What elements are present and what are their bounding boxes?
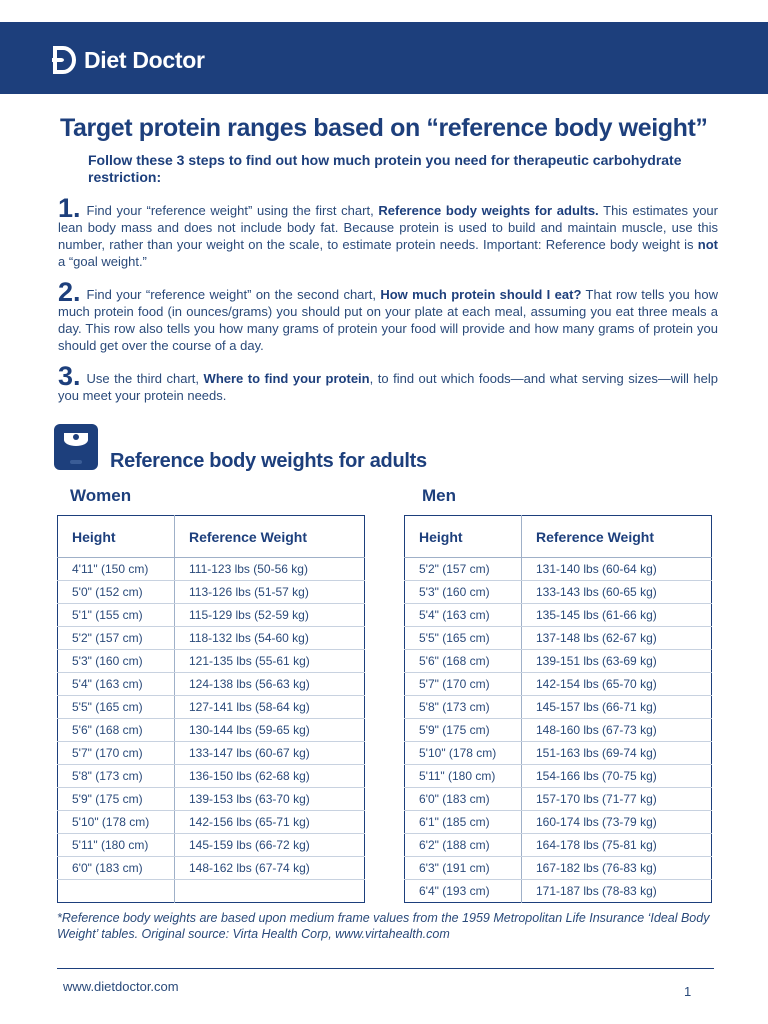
step-emphasis: not	[697, 237, 718, 252]
height-cell: 5'5" (165 cm)	[405, 627, 522, 650]
women-weight-table	[57, 515, 365, 903]
height-cell: 5'6" (168 cm)	[405, 650, 522, 673]
height-cell: 6'0" (183 cm)	[405, 788, 522, 811]
reference-weight-cell: 130-144 lbs (59-65 kg)	[175, 719, 365, 742]
table-row	[405, 581, 712, 604]
step-number: 1.	[58, 193, 81, 223]
step-text: That row tells you how much protein food (in ounces/grams) you should put on your plate at each meal, assuming you eat three meals a day. This row also tells you how many grams of protein your food will provide and how many grams of protein you should get over the course of a day.	[58, 287, 719, 353]
reference-weight-cell: 142-154 lbs (65-70 kg)	[522, 673, 712, 696]
step-text: Find your “reference weight” on the second chart,	[86, 287, 381, 302]
reference-weight-cell: 139-151 lbs (63-69 kg)	[522, 650, 712, 673]
reference-weight-cell: 113-126 lbs (51-57 kg)	[175, 581, 365, 604]
table-row	[58, 880, 365, 903]
table-row	[58, 673, 365, 696]
reference-weight-cell: 164-178 lbs (75-81 kg)	[522, 834, 712, 857]
reference-weight-cell: 136-150 lbs (62-68 kg)	[175, 765, 365, 788]
reference-weight-cell: 145-157 lbs (66-71 kg)	[522, 696, 712, 719]
height-cell: 4'11" (150 cm)	[58, 558, 175, 581]
height-cell: 5'10" (178 cm)	[405, 742, 522, 765]
footer-divider	[57, 968, 714, 969]
table-header-row	[405, 516, 712, 558]
column-header-height: Height	[405, 516, 522, 558]
table-row	[58, 696, 365, 719]
reference-weight-cell: 135-145 lbs (61-66 kg)	[522, 604, 712, 627]
step-number: 3.	[58, 361, 81, 391]
table-row	[405, 880, 712, 903]
height-cell: 5'3" (160 cm)	[58, 650, 175, 673]
height-cell: 5'4" (163 cm)	[58, 673, 175, 696]
height-cell: 5'8" (173 cm)	[58, 765, 175, 788]
table-row	[405, 834, 712, 857]
logo-text: Diet Doctor	[84, 46, 205, 73]
table-row	[405, 604, 712, 627]
reference-weight-cell: 121-135 lbs (55-61 kg)	[175, 650, 365, 673]
height-cell: 5'2" (157 cm)	[405, 558, 522, 581]
table-row	[405, 650, 712, 673]
reference-weight-cell: 139-153 lbs (63-70 kg)	[175, 788, 365, 811]
step-text: Use the third chart,	[86, 371, 204, 386]
height-cell: 5'0" (152 cm)	[58, 581, 175, 604]
step-text: This estimates your lean body mass and does not include body fat. Because protein is used to build and maintain muscle, use this number, rather than your weight on the scale, to estimate protein needs. Important: Reference body weight is	[58, 203, 718, 252]
reference-weight-cell: 111-123 lbs (50-56 kg)	[175, 558, 365, 581]
table-row	[405, 765, 712, 788]
table-row	[58, 811, 365, 834]
height-cell: 5'6" (168 cm)	[58, 719, 175, 742]
height-cell: 5'8" (173 cm)	[405, 696, 522, 719]
page-number: 1	[684, 984, 692, 999]
reference-weight-cell: 118-132 lbs (54-60 kg)	[175, 627, 365, 650]
height-cell	[58, 880, 175, 903]
table-row	[405, 627, 712, 650]
reference-weight-cell: 151-163 lbs (69-74 kg)	[522, 742, 712, 765]
table-row	[405, 696, 712, 719]
reference-weight-cell: 137-148 lbs (62-67 kg)	[522, 627, 712, 650]
reference-weight-cell: 160-174 lbs (73-79 kg)	[522, 811, 712, 834]
table-row	[58, 857, 365, 880]
reference-weight-cell: 148-162 lbs (67-74 kg)	[175, 857, 365, 880]
height-cell: 6'1" (185 cm)	[405, 811, 522, 834]
step-text: a “goal weight.”	[58, 254, 147, 269]
reference-weight-cell: 148-160 lbs (67-73 kg)	[522, 719, 712, 742]
table-row	[405, 719, 712, 742]
height-cell: 5'4" (163 cm)	[405, 604, 522, 627]
step-chart-name: Where to find your protein	[203, 371, 370, 386]
height-cell: 6'2" (188 cm)	[405, 834, 522, 857]
step-text: Find your “reference weight” using the first chart,	[86, 203, 379, 218]
step-chart-name: How much protein should I eat?	[380, 287, 582, 302]
height-cell: 5'10" (178 cm)	[58, 811, 175, 834]
table-row	[58, 627, 365, 650]
reference-weight-cell: 142-156 lbs (65-71 kg)	[175, 811, 365, 834]
height-cell: 5'3" (160 cm)	[405, 581, 522, 604]
women-title: Women	[70, 486, 132, 505]
height-cell: 5'2" (157 cm)	[58, 627, 175, 650]
reference-weight-cell: 127-141 lbs (58-64 kg)	[175, 696, 365, 719]
footnote: *Reference body weights are based upon medium frame values from the 1959 Metropolitan Life Insurance ‘Ideal Body Weight’ tables. Original source: Virta Health Corp, www.virtahealth.com	[57, 911, 710, 941]
step-chart-name: Reference body weights for adults.	[378, 203, 599, 218]
step-1	[58, 193, 718, 270]
scale-icon	[54, 424, 98, 470]
step-number: 2.	[58, 277, 81, 307]
reference-weight-cell: 167-182 lbs (76-83 kg)	[522, 857, 712, 880]
table-row	[58, 650, 365, 673]
reference-weight-cell	[175, 880, 365, 903]
table-row	[405, 558, 712, 581]
table-row	[58, 742, 365, 765]
step-2	[58, 277, 719, 354]
table-row	[58, 765, 365, 788]
table-header-row	[58, 516, 365, 558]
height-cell: 5'9" (175 cm)	[405, 719, 522, 742]
column-header-height: Height	[58, 516, 175, 558]
diet-doctor-logo-icon	[52, 44, 76, 76]
table-row	[58, 834, 365, 857]
diet-doctor-logo[interactable]	[52, 42, 205, 78]
height-cell: 5'1" (155 cm)	[58, 604, 175, 627]
footer-website-link[interactable]: www.dietdoctor.com	[63, 979, 179, 994]
reference-weight-cell: 124-138 lbs (56-63 kg)	[175, 673, 365, 696]
height-cell: 6'4" (193 cm)	[405, 880, 522, 903]
height-cell: 6'3" (191 cm)	[405, 857, 522, 880]
table-row	[58, 788, 365, 811]
table-row	[405, 811, 712, 834]
step-text: , to find out which foods—and what serving sizes—will help you meet your protein needs.	[58, 371, 718, 403]
reference-weight-cell: 154-166 lbs (70-75 kg)	[522, 765, 712, 788]
intro-text: Follow these 3 steps to find out how much protein you need for therapeutic carbohydrate restriction:	[88, 152, 682, 185]
table-row	[405, 673, 712, 696]
height-cell: 5'11" (180 cm)	[58, 834, 175, 857]
column-header-reference-weight: Reference Weight	[175, 516, 365, 558]
height-cell: 5'7" (170 cm)	[58, 742, 175, 765]
reference-weight-cell: 157-170 lbs (71-77 kg)	[522, 788, 712, 811]
header-banner	[0, 22, 768, 94]
column-header-reference-weight: Reference Weight	[522, 516, 712, 558]
section-title: Reference body weights for adults	[110, 450, 427, 472]
reference-weight-cell: 145-159 lbs (66-72 kg)	[175, 834, 365, 857]
reference-weight-cell: 171-187 lbs (78-83 kg)	[536, 884, 657, 898]
table-row	[58, 719, 365, 742]
table-row	[58, 558, 365, 581]
height-cell: 5'9" (175 cm)	[58, 788, 175, 811]
page-title: Target protein ranges based on “reference body weight”	[60, 114, 708, 142]
men-weight-table	[404, 515, 712, 903]
reference-weight-cell: 115-129 lbs (52-59 kg)	[175, 604, 365, 627]
table-row	[58, 604, 365, 627]
table-row	[405, 742, 712, 765]
height-cell: 6'0" (183 cm)	[58, 857, 175, 880]
height-cell: 5'7" (170 cm)	[405, 673, 522, 696]
height-cell: 5'5" (165 cm)	[58, 696, 175, 719]
table-row	[405, 788, 712, 811]
step-3	[58, 361, 718, 404]
height-cell: 5'11" (180 cm)	[405, 765, 522, 788]
reference-weight-cell: 133-143 lbs (60-65 kg)	[522, 581, 712, 604]
reference-weight-cell: 131-140 lbs (60-64 kg)	[522, 558, 712, 581]
table-row	[405, 857, 712, 880]
men-title: Men	[422, 486, 456, 505]
reference-weight-cell: 133-147 lbs (60-67 kg)	[175, 742, 365, 765]
table-row	[58, 581, 365, 604]
